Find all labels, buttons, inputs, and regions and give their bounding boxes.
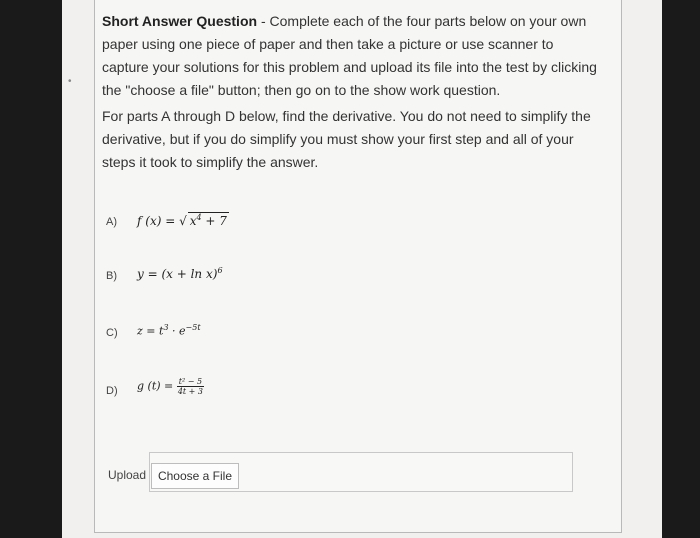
part-b-exp: 6 [217, 266, 223, 275]
part-d-formula [137, 377, 204, 396]
part-c-formula [137, 323, 201, 338]
part-b-lhs: y = (x + ln x) [137, 267, 218, 281]
part-a-radicand-rest: + 7 [201, 214, 227, 228]
part-d-fraction [177, 377, 204, 396]
part-c-exp1: 3 [163, 323, 169, 332]
margin-dot: • [68, 76, 72, 87]
part-a-formula [137, 212, 229, 228]
part-c-label: C) [106, 327, 118, 339]
part-a-radicand [188, 212, 229, 228]
question-instructions: For parts A through D below, find the derivative. You do not need to simplify the derivative, but if you do simplify you must show your first step and all of your steps it took to simplify the answer. [102, 108, 591, 170]
part-a-radicand-base: x [189, 214, 197, 228]
part-d-label: D) [106, 385, 118, 397]
part-b-label: B) [106, 270, 117, 282]
upload-label: Upload [108, 468, 147, 482]
part-d-numerator: t² − 5 [178, 377, 203, 386]
part-d-lhs: g (t) = [137, 379, 177, 393]
question-intro [102, 10, 602, 102]
part-a-lhs: f (x) = [137, 214, 180, 228]
sqrt-symbol: √ [179, 214, 187, 228]
part-b-formula [137, 266, 223, 281]
part-d-denominator: 4t + 3 [177, 387, 204, 396]
part-a-label: A) [106, 216, 117, 228]
part-c-mid: · e [168, 324, 186, 338]
part-c-exp2: −5t [185, 323, 201, 332]
question-intro-text: - Complete each of the four parts below on your own paper using one piece of paper and then take a picture or use scanner to capture your solutions for this problem and upload its file into the test by clicking the "choose a file" button; then go on to the show work question. [102, 13, 597, 98]
part-c-lhs: z = t [137, 324, 164, 338]
part-a-radicand-exp: 4 [196, 213, 202, 222]
question-title: Short Answer Question [102, 13, 258, 29]
choose-file-button[interactable]: Choose a File [151, 463, 239, 489]
